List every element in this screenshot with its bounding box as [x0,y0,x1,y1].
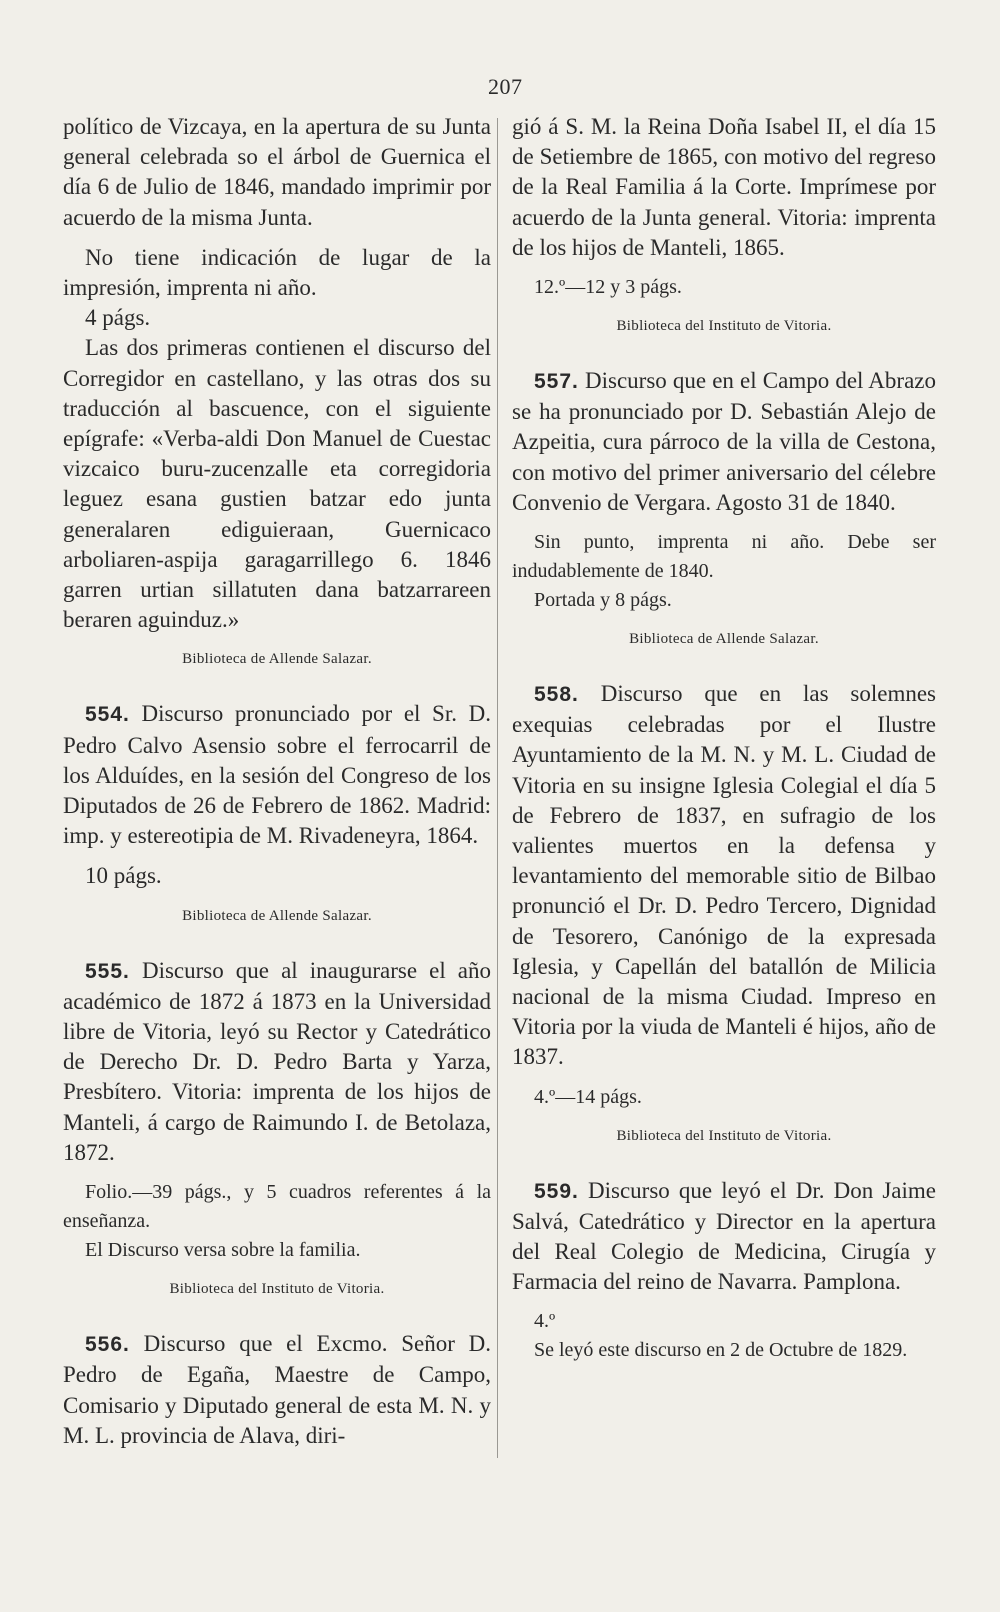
note-text: Las dos primeras contienen el discurso del Corregidor en castellano, y las otras dos su traducción al bascuence, con el siguiente epígrafe: «Verba-aldi Don Manuel de Cuestac vizcaico buru-zucenzalle eta corregidoria leguez esana gustien batzar edo junta generalaren ediguieraan, Guernicaco arboliaren-aspija garagarrillego 6. 1846 garren urtian sillatuten dana batzarrareen beraren aguinduz.» [63,335,491,633]
entry-text: Discurso que el Excmo. Señor D. Pedro de Egaña, Maestre de Campo, Comisario y Diputado general de esta M. N. y M. L. provincia de Alava, diri- [63,1331,492,1448]
pages-text: Portada y 8 págs. [534,589,672,612]
entry-number: 559. [534,1179,579,1203]
column-divider [497,118,498,1458]
entry-text: Discurso que al inaugurarse el año académico de 1872 á 1873 en la Universidad libre de Vitoria, leyó su Rector y Catedrático de Derecho Dr. D. Pedro Barta y Yarza, Presbítero. Vitoria: imprenta de los hijos de Manteli, á cargo de Raimundo I. de Betolaza, 1872. [63,957,491,1165]
right-column [512,112,936,1365]
library-citation: Biblioteca de Allende Salazar. [182,651,372,668]
entry-number: 555. [85,959,130,983]
format-text: 4.º [534,1310,556,1333]
left-column [63,112,491,1451]
entry-number: 557. [534,370,579,394]
format-text: Folio.—39 págs., y 5 cuadros referentes á la enseñanza. [63,1181,491,1233]
pages-text: 10 págs. [85,863,162,889]
entry-number: 558. [534,683,579,707]
page-number: 207 [488,74,523,99]
library-citation: Biblioteca del Instituto de Vitoria. [169,1281,385,1298]
note-text: No tiene indicación de lugar de la impresión, imprenta ni año. [63,244,491,301]
note-text: El Discurso versa sobre la familia. [85,1239,361,1262]
format-text: 4.º—14 págs. [534,1085,642,1108]
library-citation: Biblioteca del Instituto de Vitoria. [616,318,832,335]
entry-558 [512,679,936,1073]
note-text: Sin punto, imprenta ni año. Debe ser indudablemente de 1840. [512,531,936,583]
entry-555 [63,956,491,1168]
pages-text: 4 págs. [85,305,151,331]
entry-557 [512,366,936,518]
continuation-text: gió á S. M. la Reina Doña Isabel II, el día 15 de Setiembre de 1865, con motivo del regreso de la Real Familia á la Corte. Imprímese por acuerdo de la Junta general. Vitoria: imprenta de los hijos de Manteli, 1865. [512,114,936,260]
entry-text: Discurso pronunciado por el Sr. D. Pedro Calvo Asensio sobre el ferrocarril de los Alduídes, en la sesión del Congreso de los Diputados de 26 de Febrero de 1862. Madrid: imp. y estereotipia de M. Rivadeneyra, 1864. [63,701,491,849]
entry-number: 554. [85,703,130,727]
note-text: Se leyó este discurso en 2 de Octubre de 1829. [534,1339,908,1362]
library-citation: Biblioteca de Allende Salazar. [629,631,819,648]
entry-556 [63,1329,491,1451]
library-citation: Biblioteca de Allende Salazar. [182,907,372,924]
entry-554 [63,699,491,851]
continuation-text: político de Vizcaya, en la apertura de su Junta general celebrada so el árbol de Guernica el día 6 de Julio de 1846, mandado imprimir por acuerdo de la misma Junta. [63,114,491,230]
entry-text: Discurso que leyó el Dr. Don Jaime Salvá, Catedrático y Director en la apertura del Real Colegio de Medicina, Cirugía y Farmacia del reino de Navarra. Pamplona. [512,1177,937,1295]
library-citation: Biblioteca del Instituto de Vitoria. [616,1127,832,1144]
entry-text: Discurso que en el Campo del Abrazo se ha pronunciado por D. Sebastián Alejo de Azpeitia, cura párroco de la villa de Cestona, con motivo del primer aniversario del célebre Convenio de Vergara. Agosto 31 de 1840. [512,368,936,515]
entry-559 [512,1176,936,1298]
entry-text: Discurso que en las solemnes exequias celebradas por el Ilustre Ayuntamiento de la M. N. y M. L. Ciudad de Vitoria en su insigne Iglesia Colegial el día 5 de Febrero de 1837, en sufragio de los valientes muertos en la defensa y levantamiento del memorable sitio de Bilbao pronunció el Dr. D. Pedro Tercero, Dignidad de Tesorero, Canónigo de la expresada Iglesia, y Capellán del batallón de Milicia nacional de la misma Ciudad. Impreso en Vitoria por la viuda de Manteli é hijos, año de 1837. [512,681,936,1070]
format-text: 12.º—12 y 3 págs. [534,276,682,299]
entry-number: 556. [85,1333,130,1357]
